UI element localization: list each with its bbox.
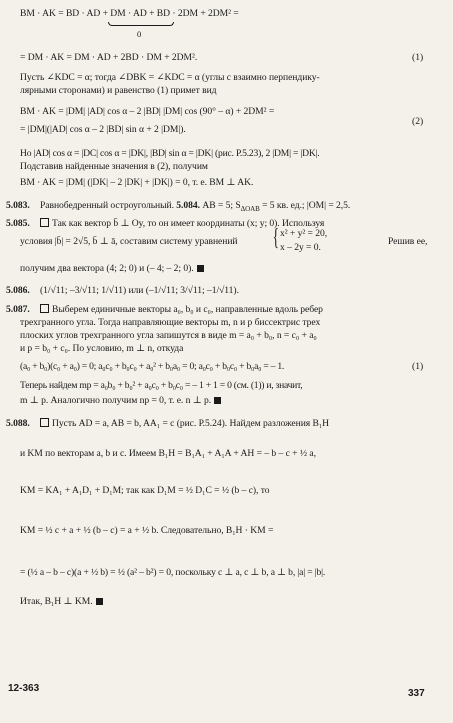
equation-line: BM · AK = |DM| (|DK| – 2 |DK| + |DK|) = 0, т. е. BM ⊥ AK. <box>20 177 254 188</box>
text-line: Пусть AD = a, AB = b, AA₁ = c (рис. Р.5.24). Найдем разложения B₁H <box>40 418 329 430</box>
equation-line: KM = ½ c + a + ½ (b – c) = a + ½ b. Следовательно, B₁H · KM = <box>20 525 274 536</box>
signature-mark: 12-363 <box>8 683 40 694</box>
underbrace-label: 0 <box>137 29 142 39</box>
end-of-proof-icon <box>197 265 204 272</box>
answer-line: (1/√11; –3/√11; 1/√11) или (–1/√11; 3/√11; –1/√11). <box>40 285 239 296</box>
text-line: Но |AD| cos α = |DC| cos α = |DK|, |BD| sin α = |DK| (рис. Р.5.23), 2 |DM| = |DK|. <box>20 148 320 159</box>
equation-number: (1) <box>412 361 424 372</box>
underbrace <box>108 22 174 26</box>
text-line: Подставив найденные значения в (2), получим <box>20 161 208 172</box>
problem-number: 5.087. <box>6 304 30 315</box>
equation-line: = |DM|(|AD| cos α – 2 |BD| sin α + 2 |DM|). <box>20 124 186 135</box>
text-line: Так как вектор b̄ ⊥ Oy, то он имеет координаты (x; y; 0). Используя <box>40 218 324 230</box>
text-line: плоских углов трехгранного угла запишутся в виде m = a₀ + b₀, n = c₀ + a₀ <box>20 330 317 341</box>
text-line: m ⊥ p. Аналогично получим np = 0, т. е. n ⊥ p. <box>20 395 221 407</box>
system-brace: { <box>272 225 279 251</box>
text-line: получим два вектора (4; 2; 0) и (– 4; – 2; 0). <box>20 263 204 275</box>
text-line: Теперь найдем mp = a₀b₀ + b₀² + a₀c₀ + b₀c₀ = – 1 + 1 = 0 (см. (1)) и, значит, <box>20 380 303 391</box>
system-equation: x – 2y = 0. <box>280 242 321 253</box>
problem-number: 5.085. <box>6 218 30 229</box>
equation-number: (1) <box>412 52 424 63</box>
equation-line: = (½ a – b – c)(a + ½ b) = ½ (a² – b²) = 0, поскольку c ⊥ a, c ⊥ b, a ⊥ b, |a| = |b|. <box>20 567 326 578</box>
text-line: Итак, B₁H ⊥ KM. <box>20 596 103 608</box>
answer-line: Равнобедренный остроугольный. 5.084. AB = 5; $S_{\Delta OAB} = 5$ кв. ед.; |OM| = 2,5. <box>40 200 351 213</box>
problem-number: 5.086. <box>6 285 30 296</box>
text-line: условия |b̄| = 2√5, b̄ ⊥ ā, составим систему уравнений <box>20 236 238 247</box>
equation-line: BM · AK = |DM| |AD| cos α – 2 |BD| |DM| cos (90° – α) + 2DM² = <box>20 106 275 117</box>
text-line: и p = b₀ + c₀. По условию, m ⊥ n, откуда <box>20 343 184 354</box>
solution-box-icon <box>40 418 49 427</box>
page-number: 337 <box>408 688 425 699</box>
equation-line: и KM по векторам a, b и c. Имеем B₁H = B₁A₁ + A₁A + AH = – b – c + ½ a, <box>20 448 316 459</box>
text-line: лярными сторонами) и равенство (1) примет вид <box>20 85 217 96</box>
equation-number: (2) <box>412 116 424 127</box>
problem-number: 5.088. <box>6 418 30 429</box>
text-line: Пусть ∠KDC = α; тогда ∠DBK = ∠KDC = α (углы с взаимно перпендику- <box>20 72 320 83</box>
text-line: Выберем единичные векторы a₀, b₀ и c₀, направленные вдоль ребер <box>40 304 323 316</box>
text-line: Решив ее, <box>388 236 428 247</box>
equation-line: KM = KA₁ + A₁D₁ + D₁M; так как D₁M = ½ D₁C = ½ (b – c), то <box>20 485 270 496</box>
system-equation: x² + y² = 20, <box>280 228 328 239</box>
end-of-proof-icon <box>214 397 221 404</box>
solution-box-icon <box>40 218 49 227</box>
solution-box-icon <box>40 304 49 313</box>
equation-line: (a₀ + b₀)(c₀ + a₀) = 0; a₀c₀ + b₀c₀ + a₀² + b₀a₀ = 0; a₀c₀ + b₀c₀ + b₀a₀ = – 1. <box>20 361 285 372</box>
equation-line: = DM · AK = DM · AD + 2BD · DM + 2DM². <box>20 52 198 63</box>
equation-line: BM · AK = BD · AD + DM · AD + BD · 2DM + 2DM² = <box>20 8 239 19</box>
end-of-proof-icon <box>96 598 103 605</box>
problem-number: 5.083. <box>6 200 30 211</box>
text-line: трехгранного угла. Тогда направляющие векторы m, n и p биссектрис трех <box>20 317 321 328</box>
